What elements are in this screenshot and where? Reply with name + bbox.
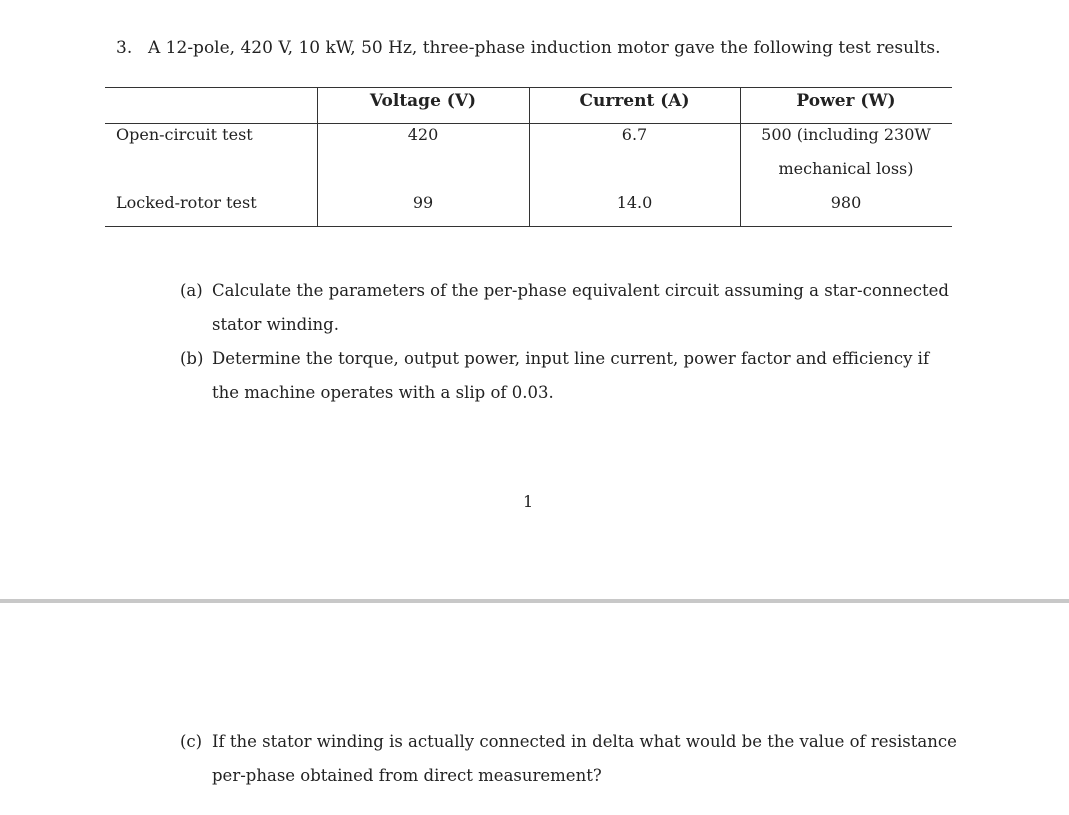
header-current: Current (A): [579, 91, 690, 111]
part-a-line1: Calculate the parameters of the per-phase equivalent circuit assuming a star-connected: [212, 281, 949, 300]
question-line: [116, 38, 940, 58]
row-label-open-circuit: Open-circuit test: [116, 125, 253, 144]
open-circuit-current: 6.7: [621, 125, 648, 144]
table-bottom-rule: [105, 226, 952, 227]
question-text: A 12-pole, 420 V, 10 kW, 50 Hz, three-phase induction motor gave the following test results.: [148, 38, 941, 58]
open-circuit-power-line2: mechanical loss): [778, 159, 914, 178]
test-results-table: [105, 87, 952, 226]
open-circuit-power-line1: 500 (including 230W: [761, 125, 931, 144]
page-divider: [0, 599, 1069, 603]
part-c-label: (c): [180, 732, 203, 751]
question-number: 3.: [116, 38, 133, 58]
locked-rotor-current: 14.0: [616, 193, 653, 212]
row-label-locked-rotor: Locked-rotor test: [116, 193, 257, 212]
part-b-label: (b): [180, 349, 204, 368]
part-a: [180, 274, 949, 342]
part-b-line1: Determine the torque, output power, input line current, power factor and efficiency if: [212, 349, 930, 368]
header-power: Power (W): [796, 91, 896, 111]
part-a-label: (a): [180, 281, 203, 300]
part-a-line2: stator winding.: [212, 315, 339, 334]
part-b-line2: the machine operates with a slip of 0.03.: [212, 383, 554, 402]
header-voltage: Voltage (V): [369, 91, 477, 111]
page-number: 1: [523, 492, 534, 511]
part-b: [180, 342, 929, 410]
part-c: [180, 725, 957, 793]
part-c-line2: per-phase obtained from direct measurement?: [212, 766, 602, 785]
locked-rotor-power: 980: [830, 193, 862, 212]
locked-rotor-voltage: 99: [412, 193, 434, 212]
open-circuit-voltage: 420: [407, 125, 439, 144]
part-c-line1: If the stator winding is actually connected in delta what would be the value of resistance: [212, 732, 957, 751]
